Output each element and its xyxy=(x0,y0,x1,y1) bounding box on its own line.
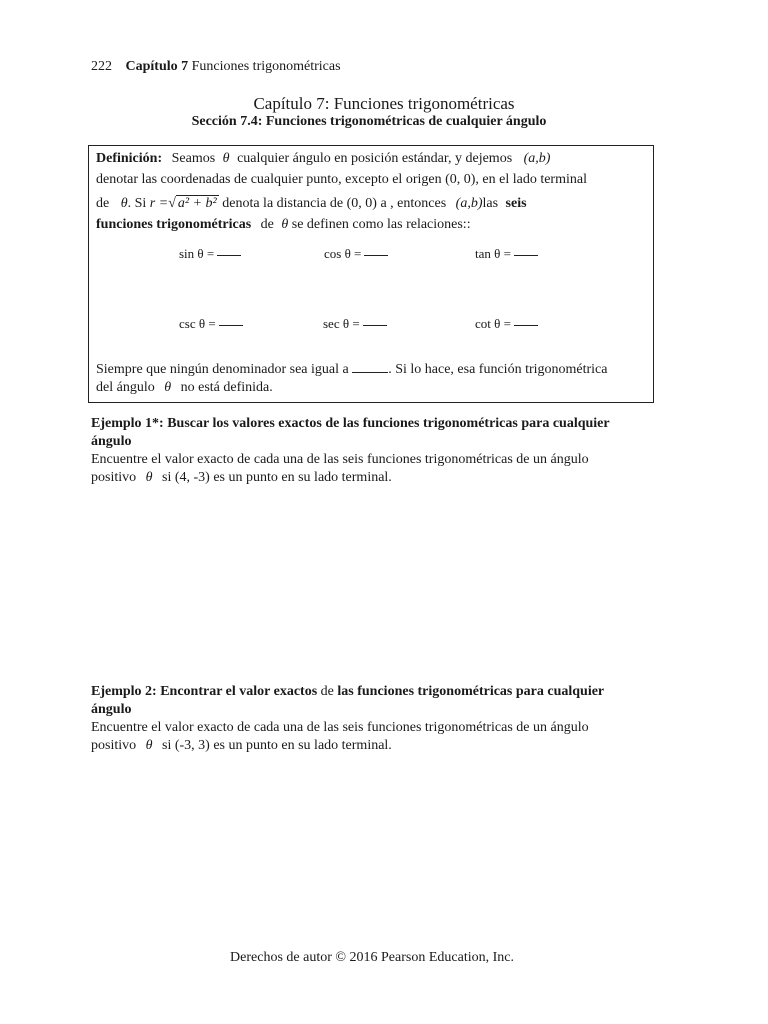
blank-line xyxy=(219,325,243,326)
definition-line-2: denotar las coordenadas de cualquier punto, excepto el origen (0, 0), en el lado terminal xyxy=(96,172,587,187)
text: de xyxy=(260,217,274,232)
point-ab: (a,b) xyxy=(523,151,551,166)
theta-symbol: θ xyxy=(145,738,153,753)
text: . Si lo hace, esa función trigonométrica xyxy=(388,362,608,377)
example-2-body-line-2 xyxy=(91,738,392,754)
text: si (-3, 3) es un punto en su lado terminal. xyxy=(162,738,392,753)
text: positivo xyxy=(91,470,137,485)
text: de xyxy=(96,196,110,211)
r-equals: r = xyxy=(149,196,169,211)
bold-text: funciones trigonométricas xyxy=(96,217,252,232)
tan-function xyxy=(475,246,538,262)
example-2-heading-line-1 xyxy=(91,684,604,700)
example-1-body-line-1: Encuentre el valor exacto de cada una de las seis funciones trigonométricas de un ángulo xyxy=(91,452,589,467)
radicand: a² + b² xyxy=(177,196,217,211)
theta-symbol: θ xyxy=(222,151,230,166)
chapter-label: Capítulo 7 xyxy=(125,59,189,74)
theta-symbol: θ xyxy=(281,217,289,232)
function-label: sec θ = xyxy=(323,316,360,331)
cos-function xyxy=(324,246,388,262)
example-1-heading-line-1: Ejemplo 1*: Buscar los valores exactos de las funciones trigonométricas para cualquier xyxy=(91,416,610,431)
text: del ángulo xyxy=(96,380,155,395)
page-number: 222 xyxy=(91,59,112,74)
blank-line xyxy=(217,255,241,256)
csc-function xyxy=(179,316,243,332)
function-label: csc θ = xyxy=(179,316,216,331)
text: si (4, -3) es un punto en su lado terminal. xyxy=(162,470,392,485)
text: positivo xyxy=(91,738,137,753)
bold-text: seis xyxy=(505,196,527,211)
blank-line xyxy=(514,325,538,326)
example-1-body-line-2 xyxy=(91,470,392,486)
function-label: tan θ = xyxy=(475,246,511,261)
theta-symbol: θ xyxy=(145,470,153,485)
text: Seamos xyxy=(171,151,216,166)
bold-text: Ejemplo 2: Encontrar el valor exactos xyxy=(91,684,318,699)
definition-label: Definición: xyxy=(96,151,163,166)
definition-closing-2 xyxy=(96,380,273,396)
text: cualquier ángulo en posición estándar, y dejemos xyxy=(237,151,513,166)
sec-function xyxy=(323,316,387,332)
running-header xyxy=(91,59,341,75)
function-label: cot θ = xyxy=(475,316,511,331)
text: denota la distancia de (0, 0) a , entonces xyxy=(222,196,447,211)
text: Siempre que ningún denominador sea igual a xyxy=(96,362,349,377)
text: de xyxy=(320,684,334,699)
text: las xyxy=(482,196,499,211)
function-label: cos θ = xyxy=(324,246,362,261)
section-title: Sección 7.4: Funciones trigonométricas de cualquier ángulo xyxy=(191,114,547,129)
example-2-body-line-1: Encuentre el valor exacto de cada una de las seis funciones trigonométricas de un ángulo xyxy=(91,720,589,735)
definition-line-4 xyxy=(96,217,471,233)
text: se definen como las relaciones:: xyxy=(291,217,471,232)
page-title: Capítulo 7: Funciones trigonométricas xyxy=(253,94,515,113)
definition-line-1 xyxy=(96,151,550,167)
function-label: sin θ = xyxy=(179,246,215,261)
blank-line xyxy=(363,325,387,326)
fill-in-blank xyxy=(352,372,388,373)
point-ab: (a,b) xyxy=(455,196,483,211)
definition-closing-1 xyxy=(96,362,607,378)
blank-line xyxy=(514,255,538,256)
theta-symbol: θ xyxy=(164,380,172,395)
example-2-heading-line-2: ángulo xyxy=(91,702,132,717)
sin-function xyxy=(179,246,241,262)
cot-function xyxy=(475,316,538,332)
theta-symbol: θ xyxy=(120,196,128,211)
definition-line-3 xyxy=(96,195,527,212)
text: no está definida. xyxy=(180,380,273,395)
sqrt-sign: √ xyxy=(168,196,176,211)
example-1-heading-line-2: ángulo xyxy=(91,434,132,449)
copyright-footer: Derechos de autor © 2016 Pearson Education, Inc. xyxy=(230,950,514,965)
bold-text: las funciones trigonométricas para cualquier xyxy=(337,684,605,699)
text: . Si xyxy=(127,196,147,211)
blank-line xyxy=(364,255,388,256)
chapter-name: Funciones trigonométricas xyxy=(191,59,341,74)
